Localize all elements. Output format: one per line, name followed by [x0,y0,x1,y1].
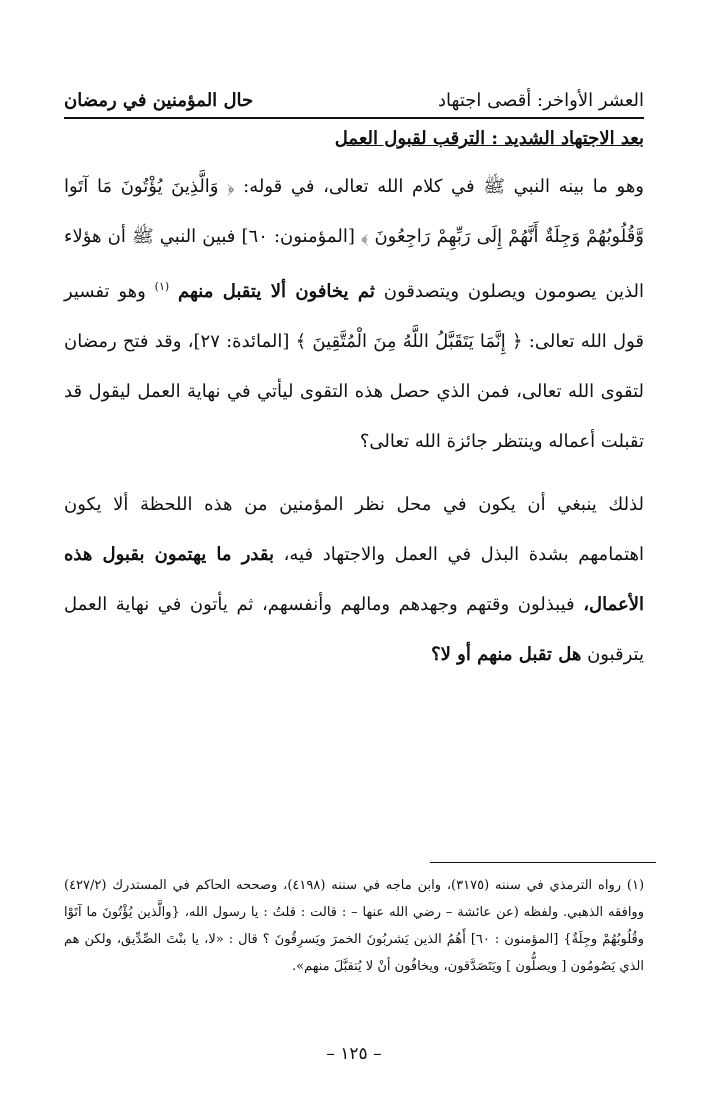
page-number: – ١٢٥ – [326,1044,382,1064]
paragraph-2-bold-2: هل تقبل منهم أو لا؟ [431,644,582,665]
paragraph-2 [64,480,644,680]
paragraph-2-text-a: لذلك ينبغي أن يكون في محل نظر المؤمنين من هذه اللحظة ألا يكون اهتمامهم بشدة البذل في العمل والاجتهاد فيه، [64,494,645,565]
footnote-ref[interactable]: (١) [154,280,170,293]
paragraph-1-text-a: وهو ما بينه النبي ﷺ في كلام الله تعالى، في قوله: ﴿ وَالَّذِينَ يُؤْتُونَ مَا آتَوا وَّقُلُوبُهُمْ وَجِلَةٌ أَنَّهُمْ إِلَى رَبِّهِمْ رَاجِعُونَ ﴾ [المؤمنون: ٦٠] فبين النبي ﷺ أن هؤلاء الذين يصومون ويصلون ويتصدقون [64,176,644,302]
paragraph-1-text-b: وهو تفسير قول الله تعالى: ﴿ إِنَّمَا يَتَقَبَّلُ اللَّهُ مِنَ الْمُتَّقِينَ ﴾ [المائدة: ٢٧]، وقد فتح رمضان لتقوى الله تعالى، فمن الذي حصل هذه التقوى ليأتي في نهاية العمل ليقول قد تقبلت أعماله وينتظر جائزة الله تعالى؟ [64,281,645,452]
header-rule [64,117,644,119]
running-title-chapter: العشر الأواخر: أقصى اجتهاد [438,90,644,111]
paragraph-1 [64,162,644,467]
paragraph-1-bold: ثم يخافون ألا يتقبل منهم [178,281,375,302]
paragraph-2-text-b: فيبذلون وقتهم وجهدهم ومالهم وأنفسهم، ثم يأتون في نهاية العمل يترقبون [64,594,644,665]
section-title: بعد الاجتهاد الشديد : الترقب لقبول العمل [334,128,644,149]
paragraph-2-bold-1: بقدر ما يهتمون بقبول هذه الأعمال، [64,544,644,615]
footnote: (١) رواه الترمذي في سننه (٣١٧٥)، وابن ماجه في سننه (٤١٩٨)، وصححه الحاكم في المستدرك (٤٢٧/٢) ووافقه الذهبي. ولفظه (عن عائشة – رضي الله عنها – : قالت : قلتُ : يا رسول الله، {والَّذين يُؤْتُونَ ما آتَوْا وقُلُوبُهُمْ وجِلَةٌ} [المؤمنون : ٦٠] أَهُمُ الذين يَشربُونَ الخمرَ ويَسرِقُونَ ؟ قال : «لا، يا بنْتَ الصِّدِّيق، ولكن هم الذي يَصُومُون [ ويصلُّون ] ويَتَصَدَّقون، ويخافُون أنْ لا يُتقبَّلَ منهم». [64,878,645,974]
footnote-rule [430,862,656,863]
running-header [64,90,644,118]
running-title-book: حال المؤمنين في رمضان [64,90,254,111]
